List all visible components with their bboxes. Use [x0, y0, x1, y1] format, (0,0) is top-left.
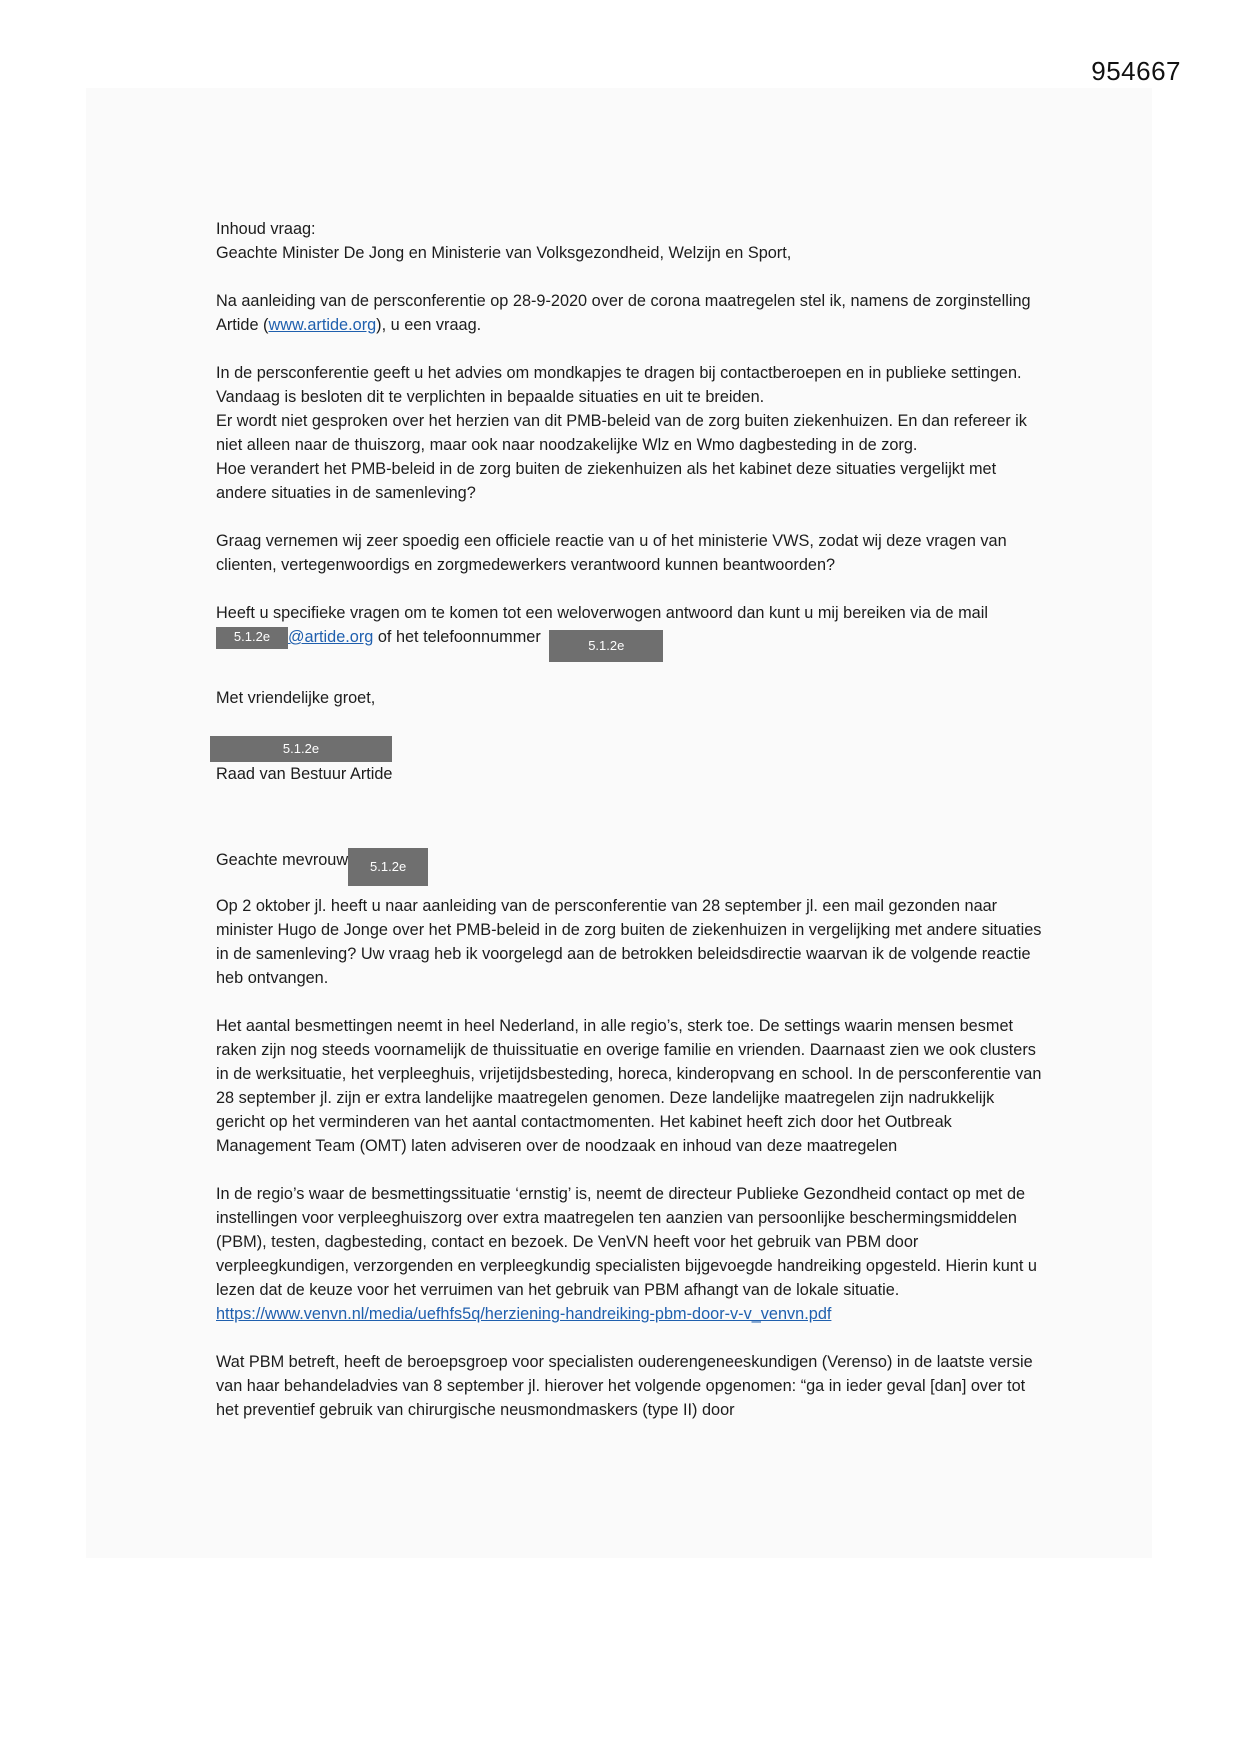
answer-paragraph-2: Het aantal besmettingen neemt in heel Nederland, in alle regio’s, sterk toe. De settings waarin mensen besmet raken zijn nog steeds voornamelijk de thuissituatie en overige familie en vrienden. Daarnaast zien we ook clusters in de werksituatie, het verpleeghuis, vrijetijdsbesteding, horeca, kinderopvang en school. In de persconferentie van 28 september jl. zijn er extra landelijke maatregelen genomen. Deze landelijke maatregelen zijn nadrukkelijk gericht op het verminderen van het aantal contactmomenten. Het kabinet heeft zich door het Outbreak Management Team (OMT) laten adviseren over de noodzaak en inhoud van deze maatregelen — [216, 1017, 1042, 1155]
answer-paragraph-3: In de regio’s waar de besmettingssituatie ‘ernstig’ is, neemt de directeur Publieke Gezondheid contact op met de instellingen voor verpleeghuiszorg over extra maatregelen ten aanzien van persoonlijke beschermingsmiddelen (PBM), testen, dagbesteding, contact en bezoek. De VenVN heeft voor het gebruik van PBM door verpleegkundigen, verzorgenden en verpleegkundig specialisten bijgevoegde handreiking opgesteld. Hierin kunt u lezen dat de keuze voor het verruimen van het gebruik van PBM afhangt van de lokale situatie. — [216, 1185, 1037, 1299]
question-paragraph-4: Hoe verandert het PMB-beleid in de zorg buiten de ziekenhuizen als het kabinet deze situaties vergelijkt met andere situaties in de samenleving? — [216, 460, 997, 502]
redacted-signer-name: 5.1.2e — [210, 736, 392, 762]
artide-website-link[interactable]: www.artide.org — [268, 316, 377, 334]
answer-paragraph-4: Wat PBM betreft, heeft de beroepsgroep voor specialisten ouderengeneeskundigen (Verenso) in de laatste versie van haar behandeladvies van 8 september jl. hierover het volgende opgenomen: “ga in ieder geval [dan] over tot het preventief gebruik van chirurgische neusmondmaskers (type II) door — [216, 1353, 1033, 1419]
question-p6-middle: of het telefoonnummer — [373, 628, 546, 646]
answer-salutation — [216, 848, 1046, 886]
email-domain-link[interactable]: @artide.org — [288, 628, 374, 646]
signer-title: Raad van Bestuur Artide — [216, 765, 393, 783]
question-paragraph-2: In de persconferentie geeft u het advies om mondkapjes te dragen bij contactberoepen en in publieke settingen. Vandaag is besloten dit te verplichten in bepaalde situaties en uit te breiden. — [216, 364, 1022, 406]
document-number: 954667 — [1091, 56, 1181, 86]
redacted-email-user: 5.1.2e — [216, 627, 288, 649]
question-paragraph-5: Graag vernemen wij zeer spoedig een officiele reactie van u of het ministerie VWS, zodat wij deze vragen van clienten, vertegenwoordigs en zorgmedewerkers verantwoord kunnen beantwoorden? — [216, 532, 1007, 574]
question-heading: Inhoud vraag: — [216, 220, 316, 238]
question-salutation: Geachte Minister De Jong en Ministerie van Volksgezondheid, Welzijn en Sport, — [216, 244, 792, 262]
question-p1-after: ), u een vraag. — [376, 316, 482, 334]
redacted-phone-number: 5.1.2e — [549, 630, 663, 662]
redacted-recipient-name: 5.1.2e — [348, 848, 428, 886]
question-paragraph-3: Er wordt niet gesproken over het herzien van dit PMB-beleid van de zorg buiten ziekenhuizen. En dan refereer ik niet alleen naar de thuiszorg, maar ook naar noodzakelijke Wlz en Wmo dagbesteding in de zorg. — [216, 412, 1027, 454]
answer-salutation-text: Geachte mevrouw — [216, 851, 349, 869]
question-p1-before: Na aanleiding van de persconferentie op 28-9-2020 over de corona maatregelen stel ik, namens de zorginstelling Artide ( — [216, 292, 1031, 334]
venvn-handreiking-link[interactable]: https://www.venvn.nl/media/uefhfs5q/herziening-handreiking-pbm-door-v-v_venvn.pdf — [216, 1305, 832, 1323]
question-closing: Met vriendelijke groet, — [216, 689, 376, 707]
question-p6-before: Heeft u specifieke vragen om te komen tot een weloverwogen antwoord dan kunt u mij bereiken via de mail — [216, 604, 988, 622]
letter-body — [216, 217, 1046, 1422]
answer-paragraph-3-link-line — [216, 1302, 1046, 1326]
question-paragraph-1 — [216, 289, 1046, 337]
question-paragraph-6 — [216, 601, 1046, 662]
answer-paragraph-1: Op 2 oktober jl. heeft u naar aanleiding van de persconferentie van 28 september jl. een mail gezonden naar minister Hugo de Jonge over het PMB-beleid in de zorg buiten de ziekenhuizen in vergelijking met andere situaties in de samenleving? Uw vraag heb ik voorgelegd aan de betrokken beleidsdirectie waarvan ik de volgende reactie heb ontvangen. — [216, 897, 1042, 987]
